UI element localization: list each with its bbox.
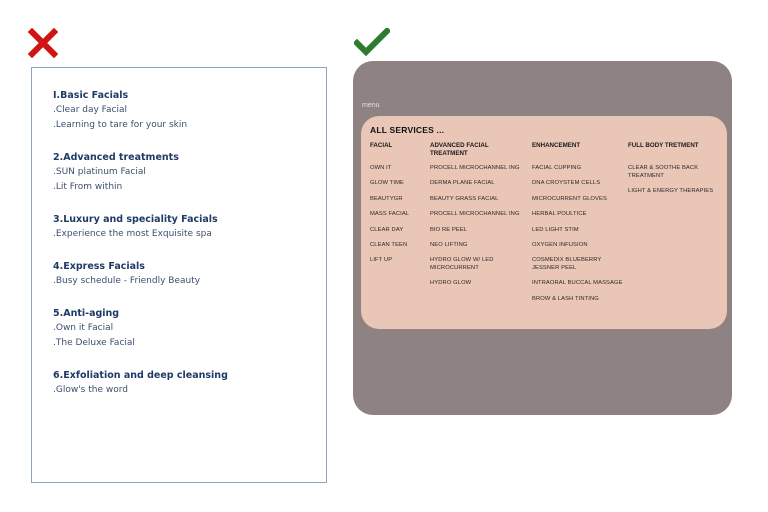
service-link[interactable]: BIO RE PEEL xyxy=(430,226,468,233)
service-link[interactable]: INTRAORAL BUCCAL MASSAGE xyxy=(532,280,623,287)
services-dropdown xyxy=(361,116,727,329)
service-link[interactable]: PROCELL MICROCHANNEL ING xyxy=(430,165,520,171)
service-link[interactable]: HYDRO GLOW W/ LED MICROCURRENT xyxy=(430,257,494,271)
service-link[interactable]: NEO LIFTING xyxy=(430,241,468,248)
section-title: 6.Exfoliation and deep cleansing xyxy=(53,370,228,381)
column-header: FULL BODY TRETMENT xyxy=(628,142,699,149)
service-link[interactable]: MASS FACIAL xyxy=(370,211,410,218)
menu-section xyxy=(53,212,326,242)
service-link[interactable]: HERBAL POULTICE xyxy=(532,211,587,218)
section-item: .Glow's the word xyxy=(53,385,128,395)
green-check-icon xyxy=(354,28,390,58)
menu-section xyxy=(53,150,326,195)
column-full-body xyxy=(628,142,720,203)
service-link[interactable]: BEAUTYGR xyxy=(370,195,403,202)
menu-section xyxy=(53,368,326,398)
menu-section xyxy=(53,306,326,351)
section-title: 5.Anti-aging xyxy=(53,308,120,319)
service-link[interactable]: BEAUTY GRASS FACIAL xyxy=(430,195,499,202)
section-item: .Clear day Facial xyxy=(53,105,128,115)
section-title: 3.Luxury and speciality Facials xyxy=(53,214,218,225)
section-title: 4.Express Facials xyxy=(53,261,145,272)
section-title: I.Basic Facials xyxy=(53,90,129,101)
column-header: FACIAL xyxy=(370,142,393,149)
menu-section xyxy=(53,259,326,289)
service-link[interactable]: OXYGEN INFUSION xyxy=(532,241,588,248)
column-header: ADVANCED FACIAL TREATMENT xyxy=(430,142,489,157)
section-item: .SUN platinum Facial xyxy=(53,167,146,177)
service-link[interactable]: OWN IT xyxy=(370,165,392,171)
section-item: .The Deluxe Facial xyxy=(53,338,135,348)
section-title: 2.Advanced treatments xyxy=(53,152,179,163)
service-link[interactable]: PROCELL MICROCHANNEL ING xyxy=(430,211,520,218)
service-link[interactable]: CLEAR DAY xyxy=(370,226,404,233)
section-item: .Busy schedule - Friendly Beauty xyxy=(53,276,201,286)
service-link[interactable]: GLOW TIME xyxy=(370,180,404,187)
service-link[interactable]: COSMEDIX BLUEBERRY JESSNER PEEL xyxy=(532,257,602,271)
service-link[interactable]: LIGHT & ENERGY THERAPIES xyxy=(628,187,714,194)
service-link[interactable]: MICROCURRENT GLOVES xyxy=(532,195,607,202)
menu-label[interactable]: menu xyxy=(362,102,380,109)
service-link[interactable]: CLEAN TEEN xyxy=(370,241,408,248)
column-facial xyxy=(370,142,426,273)
section-item: .Own it Facial xyxy=(53,323,114,333)
column-header: ENHANCEMENT xyxy=(532,142,581,149)
section-item: .Learning to tare for your skin xyxy=(53,120,188,130)
service-link[interactable]: DNA CROYSTEM CELLS xyxy=(532,180,601,187)
section-item: .Lit From within xyxy=(53,182,123,192)
service-link[interactable]: HYDRO GLOW xyxy=(430,280,472,287)
bad-example-menu xyxy=(31,67,327,483)
service-link[interactable]: BROW & LASH TINTING xyxy=(532,295,599,302)
good-example-menu xyxy=(353,61,732,415)
service-link[interactable]: DERMA PLANE FACIAL xyxy=(430,180,495,187)
service-link[interactable]: CLEAR & SOOTHE BACK TREATMENT xyxy=(628,165,699,179)
column-enhancement xyxy=(532,142,624,311)
column-advanced-facial xyxy=(430,142,526,296)
service-link[interactable]: FACIAL CUPPING xyxy=(532,165,582,171)
service-link[interactable]: LED LIGHT STIM xyxy=(532,226,579,233)
services-title: ALL SERVICES ... xyxy=(370,125,445,135)
service-link[interactable]: LIFT UP xyxy=(370,257,393,264)
red-x-icon xyxy=(28,28,58,58)
section-item: .Experience the most Exquisite spa xyxy=(53,229,212,239)
menu-section xyxy=(53,88,326,133)
